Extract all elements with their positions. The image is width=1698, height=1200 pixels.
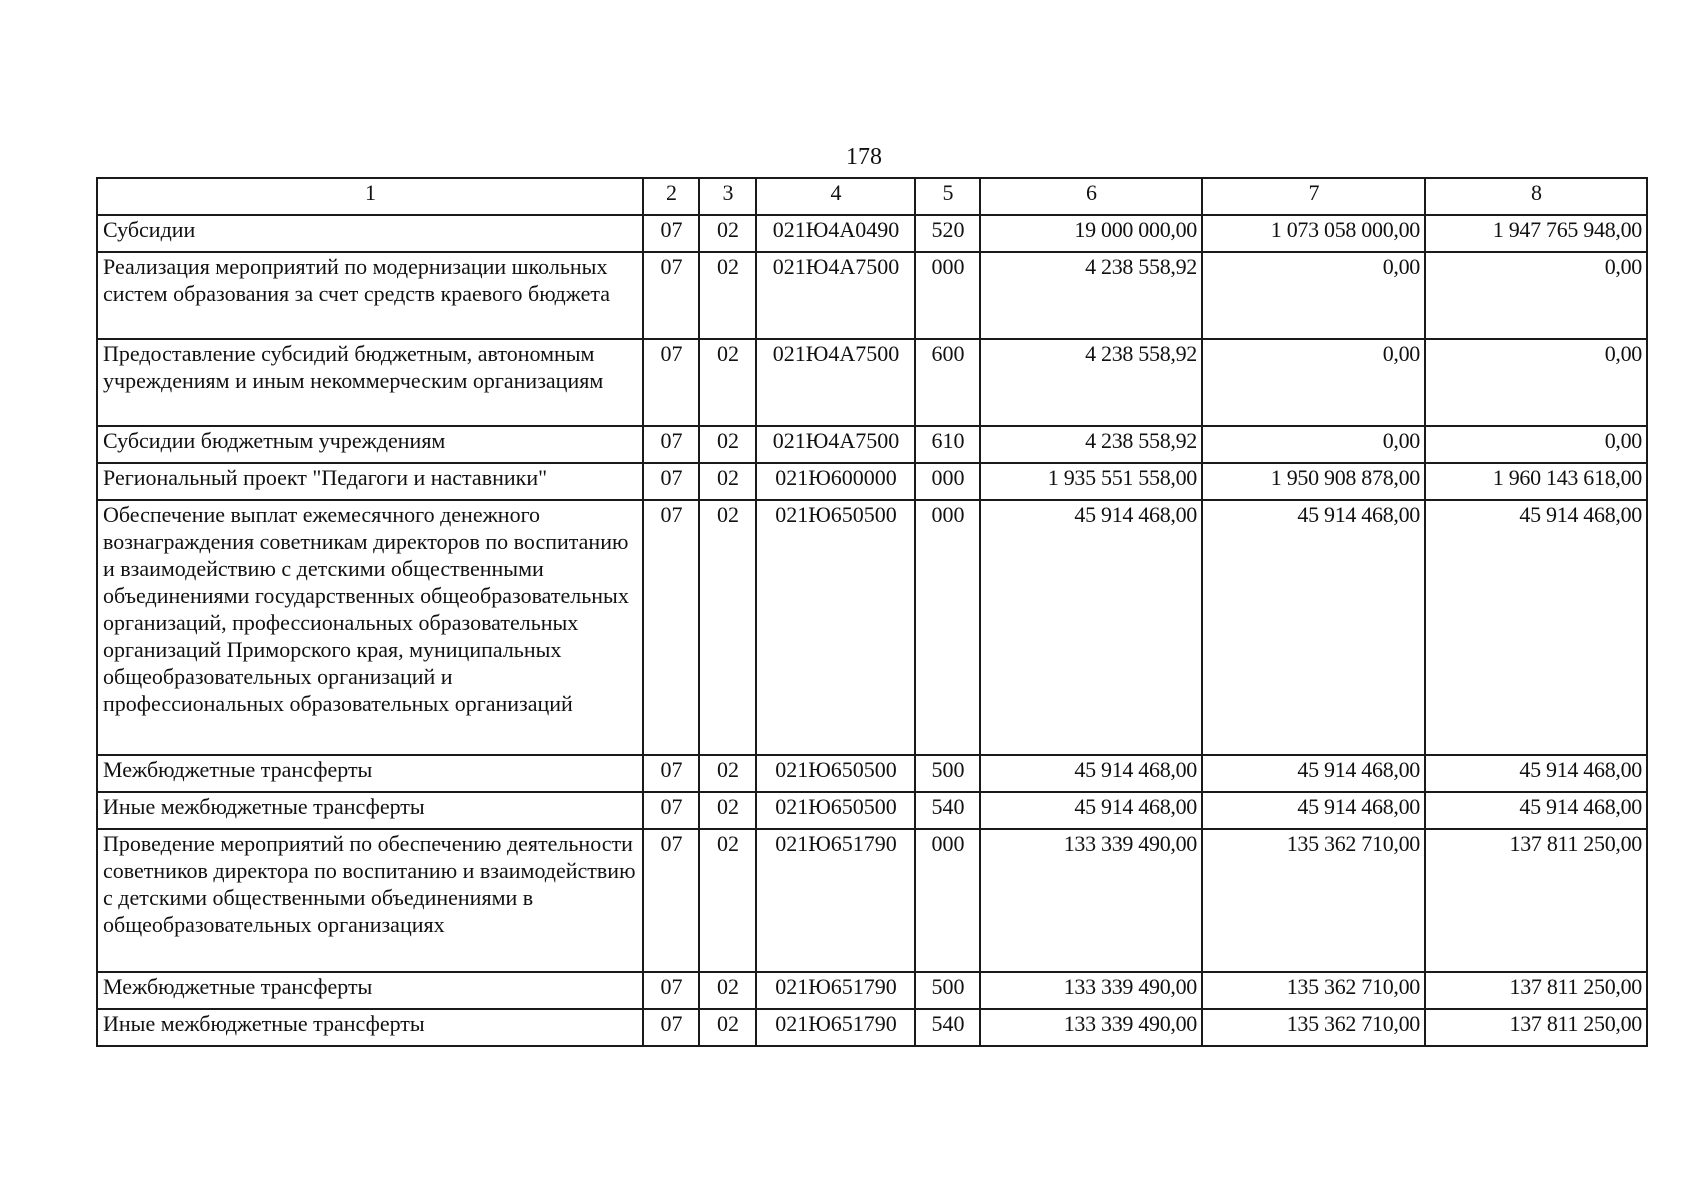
row-amount-col8: 0,00 [1425,252,1647,339]
row-subsection-code: 02 [699,972,756,1009]
row-subsection-code: 02 [699,829,756,972]
column-header: 5 [915,178,980,215]
row-target-article: 021Ю4А7500 [756,426,915,463]
row-target-article: 021Ю650500 [756,500,915,755]
row-amount-col8: 1 947 765 948,00 [1425,215,1647,252]
row-target-article: 021Ю600000 [756,463,915,500]
table-row [97,215,1647,252]
row-section-code: 07 [643,252,699,339]
row-target-article: 021Ю651790 [756,972,915,1009]
table-row [97,1009,1647,1046]
row-subsection-code: 02 [699,755,756,792]
row-amount-col8: 0,00 [1425,339,1647,426]
row-name: Предоставление субсидий бюджетным, автономным учреждениям и иным некоммерческим организациям [97,339,643,426]
row-amount-col7: 1 073 058 000,00 [1202,215,1425,252]
row-target-article: 021Ю650500 [756,792,915,829]
row-amount-col6: 4 238 558,92 [980,252,1202,339]
row-amount-col7: 135 362 710,00 [1202,1009,1425,1046]
row-name: Региональный проект "Педагоги и наставники" [97,463,643,500]
row-amount-col7: 135 362 710,00 [1202,829,1425,972]
row-amount-col6: 4 238 558,92 [980,339,1202,426]
row-section-code: 07 [643,755,699,792]
row-amount-col8: 45 914 468,00 [1425,792,1647,829]
row-name: Реализация мероприятий по модернизации школьных систем образования за счет средств краевого бюджета [97,252,643,339]
row-expense-type: 540 [915,1009,980,1046]
row-expense-type: 540 [915,792,980,829]
budget-table [96,177,1648,1047]
row-expense-type: 000 [915,252,980,339]
row-amount-col7: 45 914 468,00 [1202,500,1425,755]
row-expense-type: 600 [915,339,980,426]
column-header: 7 [1202,178,1425,215]
row-amount-col6: 133 339 490,00 [980,1009,1202,1046]
table-row [97,500,1647,755]
row-amount-col7: 0,00 [1202,426,1425,463]
row-target-article: 021Ю651790 [756,829,915,972]
row-expense-type: 610 [915,426,980,463]
page-number: 178 [846,144,882,170]
row-expense-type: 000 [915,500,980,755]
row-amount-col7: 0,00 [1202,252,1425,339]
row-amount-col6: 1 935 551 558,00 [980,463,1202,500]
row-name: Субсидии бюджетным учреждениям [97,426,643,463]
column-header: 2 [643,178,699,215]
row-section-code: 07 [643,339,699,426]
row-subsection-code: 02 [699,500,756,755]
row-amount-col8: 1 960 143 618,00 [1425,463,1647,500]
row-expense-type: 520 [915,215,980,252]
row-name: Проведение мероприятий по обеспечению деятельности советников директора по воспитанию и взаимодействию с детскими общественными объединениями в общеобразовательных организациях [97,829,643,972]
row-amount-col6: 45 914 468,00 [980,500,1202,755]
column-header: 1 [97,178,643,215]
row-amount-col8: 137 811 250,00 [1425,972,1647,1009]
row-subsection-code: 02 [699,339,756,426]
table-row [97,426,1647,463]
row-expense-type: 500 [915,972,980,1009]
row-amount-col6: 4 238 558,92 [980,426,1202,463]
row-subsection-code: 02 [699,1009,756,1046]
row-amount-col6: 45 914 468,00 [980,755,1202,792]
row-subsection-code: 02 [699,792,756,829]
row-section-code: 07 [643,792,699,829]
row-amount-col7: 135 362 710,00 [1202,972,1425,1009]
row-name: Иные межбюджетные трансферты [97,792,643,829]
row-amount-col8: 45 914 468,00 [1425,755,1647,792]
row-amount-col8: 0,00 [1425,426,1647,463]
row-section-code: 07 [643,972,699,1009]
row-amount-col6: 45 914 468,00 [980,792,1202,829]
row-target-article: 021Ю4А7500 [756,339,915,426]
table-row [97,972,1647,1009]
row-amount-col8: 137 811 250,00 [1425,829,1647,972]
row-subsection-code: 02 [699,463,756,500]
column-header: 6 [980,178,1202,215]
row-section-code: 07 [643,426,699,463]
table-row [97,463,1647,500]
row-amount-col8: 137 811 250,00 [1425,1009,1647,1046]
table-row [97,339,1647,426]
row-subsection-code: 02 [699,426,756,463]
row-name: Межбюджетные трансферты [97,972,643,1009]
row-target-article: 021Ю650500 [756,755,915,792]
column-header: 8 [1425,178,1647,215]
column-number-row [97,178,1647,215]
row-target-article: 021Ю651790 [756,1009,915,1046]
row-amount-col7: 1 950 908 878,00 [1202,463,1425,500]
row-amount-col7: 45 914 468,00 [1202,792,1425,829]
row-target-article: 021Ю4А7500 [756,252,915,339]
column-header: 4 [756,178,915,215]
row-name: Межбюджетные трансферты [97,755,643,792]
table-row [97,829,1647,972]
column-header: 3 [699,178,756,215]
row-section-code: 07 [643,829,699,972]
row-expense-type: 000 [915,829,980,972]
row-name: Субсидии [97,215,643,252]
row-subsection-code: 02 [699,215,756,252]
row-section-code: 07 [643,215,699,252]
row-amount-col6: 19 000 000,00 [980,215,1202,252]
row-amount-col6: 133 339 490,00 [980,972,1202,1009]
row-amount-col8: 45 914 468,00 [1425,500,1647,755]
table-row [97,755,1647,792]
row-target-article: 021Ю4А0490 [756,215,915,252]
row-name: Обеспечение выплат ежемесячного денежного вознаграждения советникам директоров по воспитанию и взаимодействию с детскими общественными объединениями государственных общеобразовательных организаций, профессиональных образовательных организаций Приморского края, муниципальных общеобразовательных организаций и профессиональных образовательных организаций [97,500,643,755]
row-name: Иные межбюджетные трансферты [97,1009,643,1046]
row-expense-type: 000 [915,463,980,500]
row-amount-col7: 45 914 468,00 [1202,755,1425,792]
row-amount-col7: 0,00 [1202,339,1425,426]
row-subsection-code: 02 [699,252,756,339]
row-section-code: 07 [643,1009,699,1046]
row-expense-type: 500 [915,755,980,792]
row-section-code: 07 [643,463,699,500]
table-row [97,252,1647,339]
table-row [97,792,1647,829]
row-amount-col6: 133 339 490,00 [980,829,1202,972]
row-section-code: 07 [643,500,699,755]
